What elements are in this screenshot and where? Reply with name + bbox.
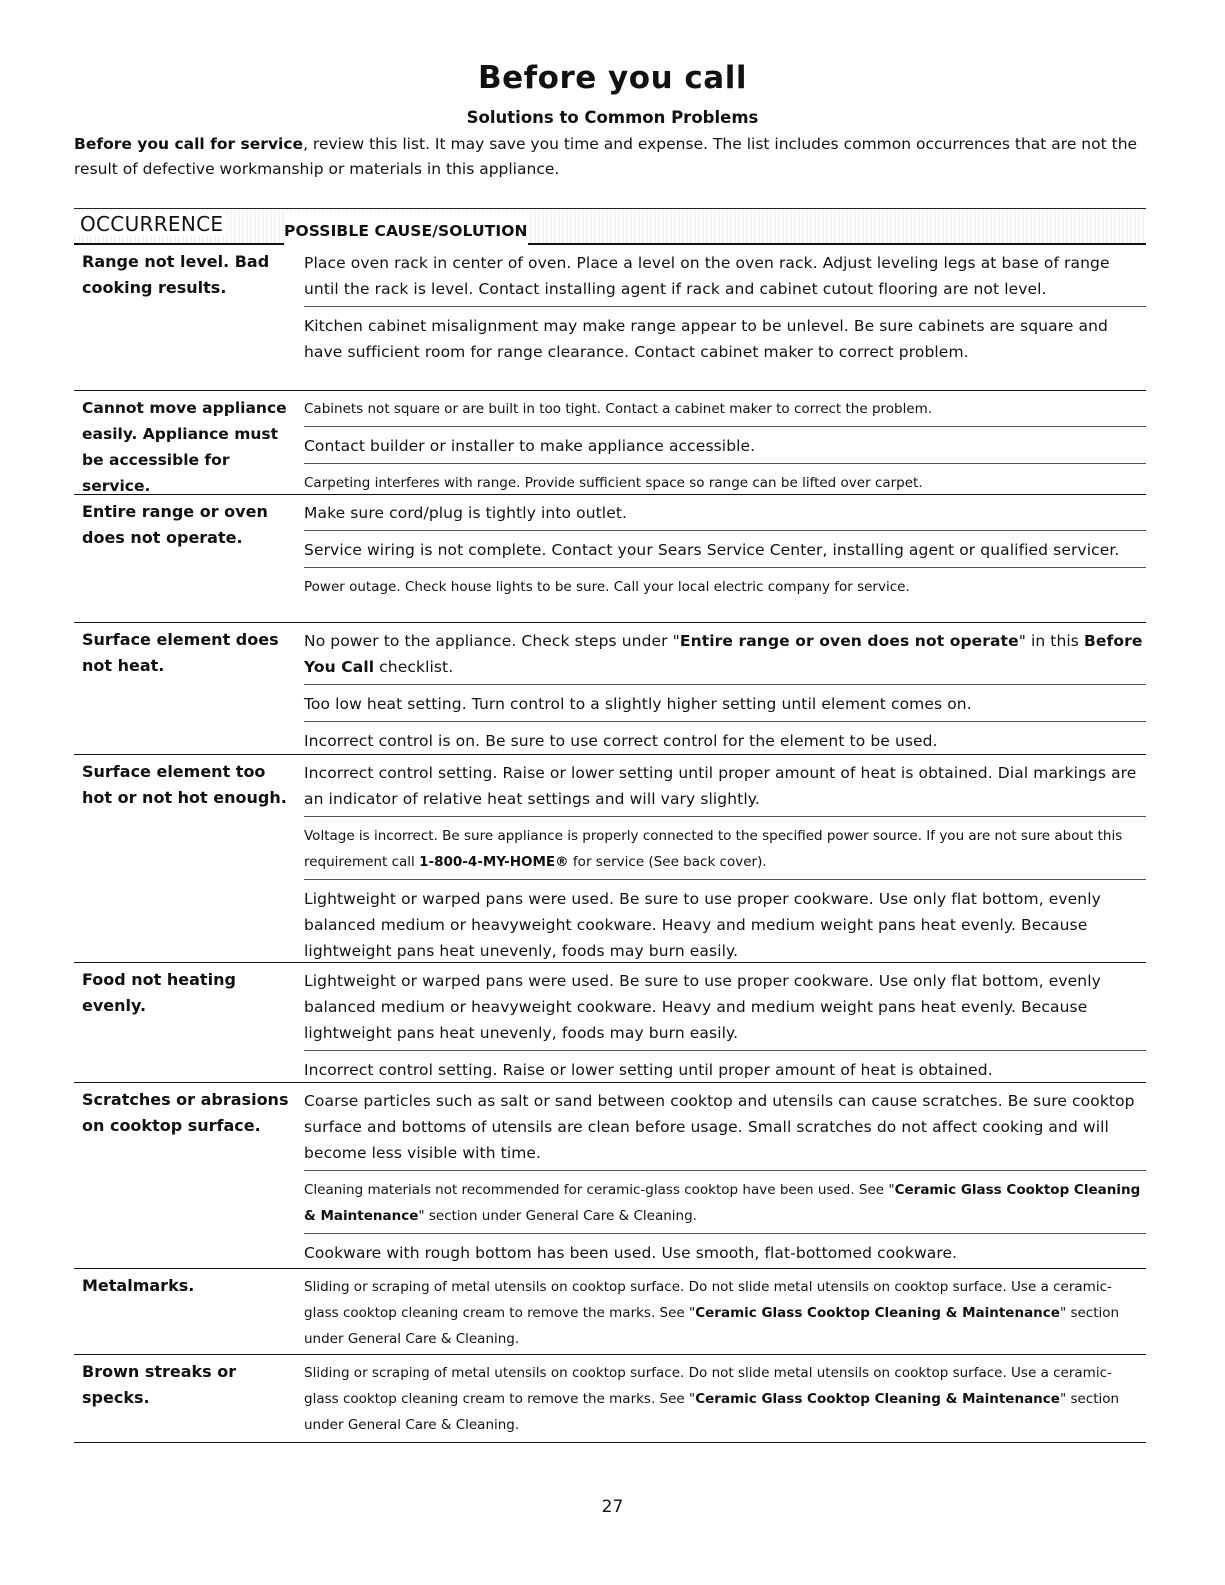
cause-emphasis: Before You Call (304, 632, 1143, 676)
cause-list (304, 1268, 1146, 1356)
cause-item (304, 1268, 1146, 1356)
table-header (74, 208, 1146, 245)
cause-emphasis: Ceramic Glass Cooktop Cleaning & Maintenance (304, 1182, 1141, 1224)
cause-item (304, 1171, 1146, 1234)
cause-item: Incorrect control setting. Raise or lower setting until proper amount of heat is obtained. Dial markings are an indicator of relative heat settings and will vary slightly. (304, 754, 1146, 817)
cause-emphasis: Entire range or oven does not operate (679, 632, 1019, 650)
header-occurrence: OCCURRENCE (74, 212, 227, 236)
occurrence-label: Surface element too hot or not hot enough. (82, 762, 287, 807)
cause-emphasis: Ceramic Glass Cooktop Cleaning & Maintenance (695, 1305, 1060, 1321)
occurrence-label: Brown streaks or specks. (82, 1362, 237, 1407)
occurrence-label: Surface element does not heat. (82, 630, 279, 675)
occurrence-label: Range not level. Bad cooking results. (82, 252, 270, 297)
cause-item: Cabinets not square or are built in too tight. Contact a cabinet maker to correct the problem. (304, 390, 1146, 427)
section-entire-range (74, 494, 1146, 623)
cause-item (304, 1354, 1146, 1442)
cause-item: Lightweight or warped pans were used. Be sure to use proper cookware. Use only flat bottom, evenly balanced medium or heavyweight cookware. Heavy and medium weight pans heat evenly. Because lightweight pans heat unevenly, foods may burn easily. (304, 890, 1101, 960)
cause-item: Kitchen cabinet misalignment may make range appear to be unlevel. Be sure cabinets are square and have sufficient room for range clearance. Contact cabinet maker to correct problem. (304, 317, 1108, 361)
section-cannot-move (74, 390, 1146, 495)
section-surface-too-hot (74, 754, 1146, 963)
intro-text: , review this list. It may save you time and expense. The list includes common occurrences that are not the result of defective workmanship or materials in this appliance. (74, 135, 1138, 178)
cause-list (304, 1354, 1146, 1442)
cause-item: Cookware with rough bottom has been used. Use smooth, flat-bottomed cookware. (304, 1244, 958, 1262)
intro-paragraph (74, 132, 1154, 182)
cause-item: Service wiring is not complete. Contact your Sears Service Center, installing agent or qualified servicer. (304, 531, 1146, 568)
cause-list (304, 962, 1146, 1087)
cause-text: " section under General Care & Cleaning. (304, 1391, 1120, 1433)
occurrence-label: Metalmarks. (82, 1276, 195, 1295)
cause-item: Incorrect control setting. Raise or lower setting until proper amount of heat is obtained. (304, 1061, 993, 1079)
cause-item: Carpeting interferes with range. Provide sufficient space so range can be lifted over carpet. (304, 475, 923, 491)
cause-text: " in this (1018, 632, 1085, 650)
cause-list (304, 244, 1146, 369)
occurrence-label: Entire range or oven does not operate. (82, 502, 268, 547)
cause-item: Contact builder or installer to make appliance accessible. (304, 427, 1146, 464)
cause-item: Coarse particles such as salt or sand between cooktop and utensils can cause scratches. Be sure cooktop surface and bottoms of utensils are clean before usage. Small scratches do not affect cooking and will become less visible with time. (304, 1082, 1146, 1171)
section-scratches (74, 1082, 1146, 1269)
cause-list (304, 1082, 1146, 1270)
cause-list (304, 494, 1146, 604)
occurrence-label: Scratches or abrasions on cooktop surface. (82, 1090, 289, 1135)
cause-item (304, 817, 1146, 880)
page-number: 27 (601, 1497, 624, 1517)
page-title: Before you call (478, 60, 747, 96)
cause-text: No power to the appliance. Check steps under " (304, 632, 680, 650)
intro-lead: Before you call for service (74, 135, 304, 153)
section-range-not-level (74, 244, 1146, 391)
cause-text: Sliding or scraping of metal utensils on cooktop surface. Do not slide metal utensils on cooktop surface. Use a ceramic-glass cooktop cleaning cream to remove the marks. See " (304, 1279, 1112, 1321)
cause-item: Incorrect control is on. Be sure to use correct control for the element to be used. (304, 732, 938, 750)
cause-list (304, 390, 1146, 500)
cause-list (304, 754, 1146, 968)
header-cause: POSSIBLE CAUSE/SOLUTION (284, 212, 528, 248)
cause-text: for service (See back cover). (568, 854, 767, 870)
section-food-not-heating (74, 962, 1146, 1083)
cause-item: Lightweight or warped pans were used. Be sure to use proper cookware. Use only flat bottom, evenly balanced medium or heavyweight cookware. Heavy and medium weight pans heat evenly. Because lightweight pans heat unevenly, foods may burn easily. (304, 962, 1146, 1051)
cause-emphasis: Ceramic Glass Cooktop Cleaning & Maintenance (695, 1391, 1060, 1407)
cause-item: Place oven rack in center of oven. Place a level on the oven rack. Adjust leveling legs at base of range until the rack is level. Contact installing agent if rack and cabinet cutout flooring are not level. (304, 244, 1146, 307)
cause-text: Voltage is incorrect. Be sure appliance is properly connected to the specified power source. If you are not sure about this requirement call (304, 828, 1123, 870)
cause-text: Sliding or scraping of metal utensils on cooktop surface. Do not slide metal utensils on cooktop surface. Use a ceramic-glass cooktop cleaning cream to remove the marks. See " (304, 1365, 1112, 1407)
cause-text: " section under General Care & Cleaning. (304, 1305, 1120, 1347)
cause-text: " section under General Care & Cleaning. (418, 1208, 697, 1224)
page-subtitle: Solutions to Common Problems (466, 108, 759, 127)
cause-item: Too low heat setting. Turn control to a slightly higher setting until element comes on. (304, 685, 1146, 722)
section-metalmarks (74, 1268, 1146, 1355)
phone-number: 1-800-4-MY-HOME® (419, 854, 569, 870)
cause-list (304, 622, 1146, 758)
cause-item: Make sure cord/plug is tightly into outlet. (304, 494, 1146, 531)
occurrence-label: Food not heating evenly. (82, 970, 236, 1015)
cause-item: Power outage. Check house lights to be sure. Call your local electric company for service. (304, 579, 910, 595)
section-surface-not-heat (74, 622, 1146, 755)
occurrence-label: Cannot move appliance easily. Appliance must be accessible for service. (82, 399, 287, 495)
section-brown-streaks (74, 1354, 1146, 1443)
cause-text: checklist. (374, 658, 454, 676)
cause-text: Cleaning materials not recommended for ceramic-glass cooktop have been used. See " (304, 1182, 895, 1198)
cause-item (304, 622, 1146, 685)
